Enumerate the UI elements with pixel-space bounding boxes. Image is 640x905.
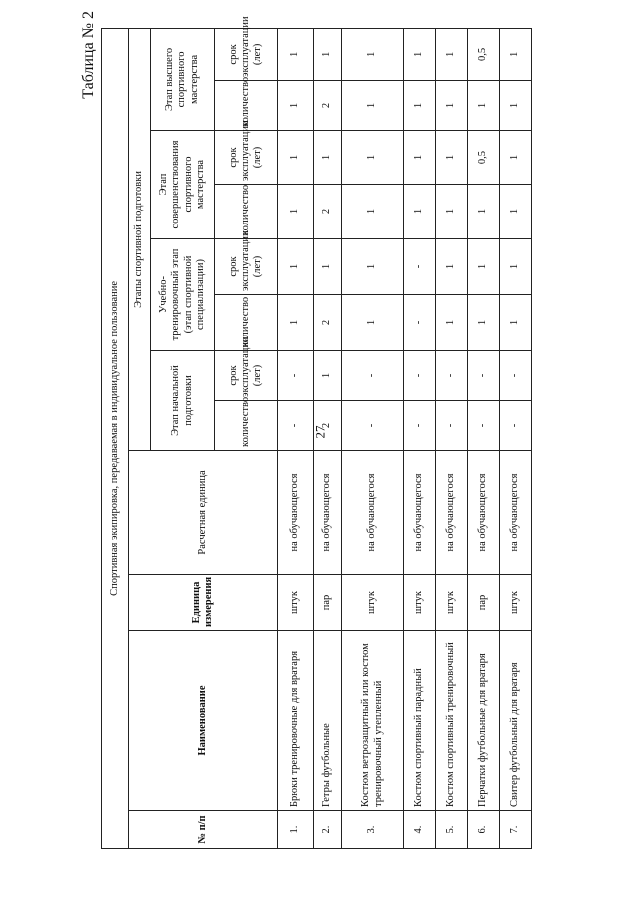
term-cell: 1 [314,28,342,80]
term-cell: 1 [278,239,314,295]
table-row [500,28,532,848]
header-stage-training: Учебно-тренировочный этап (этап спортивной специализации) [151,239,215,351]
term-cell: 1 [404,131,436,185]
page-number: 27 [312,425,327,439]
item-calc-unit: на обучающегося [468,451,500,575]
table-row [468,28,500,848]
row-number: 4. [404,811,436,849]
row-number: 6. [468,811,500,849]
qty-cell: - [436,401,468,451]
qty-cell: 1 [468,295,500,351]
term-cell: 0,5 [468,28,500,80]
term-cell: - [436,351,468,401]
item-name: Брюки тренировочные для вратаря [278,631,314,811]
term-cell: 1 [500,28,532,80]
qty-cell: 1 [468,81,500,131]
qty-cell: 1 [500,81,532,131]
item-unit: пар [468,575,500,631]
table-row [342,28,404,848]
item-name: Перчатки футбольные для вратаря [468,631,500,811]
row-number: 1. [278,811,314,849]
term-cell: 1 [500,131,532,185]
qty-cell: 2 [314,401,342,451]
qty-cell: 1 [436,185,468,239]
qty-cell: 2 [314,81,342,131]
equipment-table [101,16,532,849]
row-number: 5. [436,811,468,849]
table-row [436,28,468,848]
qty-cell: 2 [314,295,342,351]
header-stage-higher: Этап высшего спортивного мастерства [151,28,215,130]
header-num: № п/п [129,811,278,849]
table-body [278,28,532,848]
term-cell: - [468,351,500,401]
qty-cell: 1 [500,185,532,239]
header-calc-unit: Расчетная единица [129,451,278,575]
table-row [404,28,436,848]
item-unit: штук [500,575,532,631]
item-unit: штук [404,575,436,631]
term-cell: 1 [468,239,500,295]
term-cell: 1 [278,131,314,185]
group-header-row [129,28,151,848]
qty-cell: 1 [342,185,404,239]
qty-cell: 1 [278,81,314,131]
item-name: Гетры футбольные [314,631,342,811]
qty-cell: 1 [436,81,468,131]
term-cell: - [404,351,436,401]
header-term: срок эксплуатации (лет) [215,239,278,295]
header-qty: количество [215,185,278,239]
item-calc-unit: на обучающегося [404,451,436,575]
qty-cell: 1 [468,185,500,239]
term-cell: 1 [314,239,342,295]
header-qty: количество [215,401,278,451]
row-number: 7. [500,811,532,849]
qty-cell: 1 [278,185,314,239]
table-row [278,28,314,848]
qty-cell: 1 [436,295,468,351]
row-number: 2. [314,811,342,849]
term-cell: 1 [314,351,342,401]
item-name: Костюм ветрозащитный или костюм тренировочный утепленный [342,631,404,811]
qty-cell: - [342,401,404,451]
term-cell: - [500,351,532,401]
qty-cell: 1 [500,295,532,351]
term-cell: 1 [436,131,468,185]
item-calc-unit: на обучающегося [500,451,532,575]
header-unit: Единица измерения [129,575,278,631]
term-cell: 1 [500,239,532,295]
qty-cell: 1 [404,185,436,239]
header-qty: количество [215,81,278,131]
item-name: Костюм спортивный тренировочный [436,631,468,811]
qty-cell: - [404,295,436,351]
term-cell: 1 [404,28,436,80]
table-caption: Спортивная экипировка, передаваемая в индивидуальное пользование [102,28,129,848]
qty-cell: 1 [404,81,436,131]
term-cell: - [404,239,436,295]
caption-row [102,28,129,848]
header-term: срок эксплуатации (лет) [215,28,278,80]
term-cell: 0,5 [468,131,500,185]
item-unit: штук [278,575,314,631]
table-row [314,28,342,848]
qty-cell: 2 [314,185,342,239]
qty-cell: - [278,401,314,451]
term-cell: 1 [436,239,468,295]
term-cell: 1 [436,28,468,80]
item-unit: штук [436,575,468,631]
term-cell: 1 [278,28,314,80]
term-cell: 1 [342,131,404,185]
item-calc-unit: на обучающегося [314,451,342,575]
qty-cell: 1 [342,81,404,131]
term-cell: 1 [342,239,404,295]
item-name: Костюм спортивный парадный [404,631,436,811]
term-cell: - [278,351,314,401]
term-cell: 1 [314,131,342,185]
header-qty: количество [215,295,278,351]
term-cell: 1 [342,28,404,80]
qty-cell: - [500,401,532,451]
header-term: срок эксплуатации (лет) [215,351,278,401]
qty-cell: - [404,401,436,451]
item-unit: пар [314,575,342,631]
qty-cell: 1 [342,295,404,351]
qty-cell: - [468,401,500,451]
header-stage-improvement: Этап совершенствования спортивного мастерства [151,131,215,239]
header-stages-group: Этапы спортивной подготовки [129,28,151,450]
header-stage-initial: Этап начальной подготовки [151,351,215,451]
term-cell: - [342,351,404,401]
item-unit: штук [342,575,404,631]
qty-cell: 1 [278,295,314,351]
item-calc-unit: на обучающегося [342,451,404,575]
item-calc-unit: на обучающегося [436,451,468,575]
item-calc-unit: на обучающегося [278,451,314,575]
row-number: 3. [342,811,404,849]
header-term: срок эксплуатации (лет) [215,131,278,185]
item-name: Свитер футбольный для вратаря [500,631,532,811]
table-title: Таблица № 2 [80,11,97,99]
header-name: Наименование [129,631,278,811]
